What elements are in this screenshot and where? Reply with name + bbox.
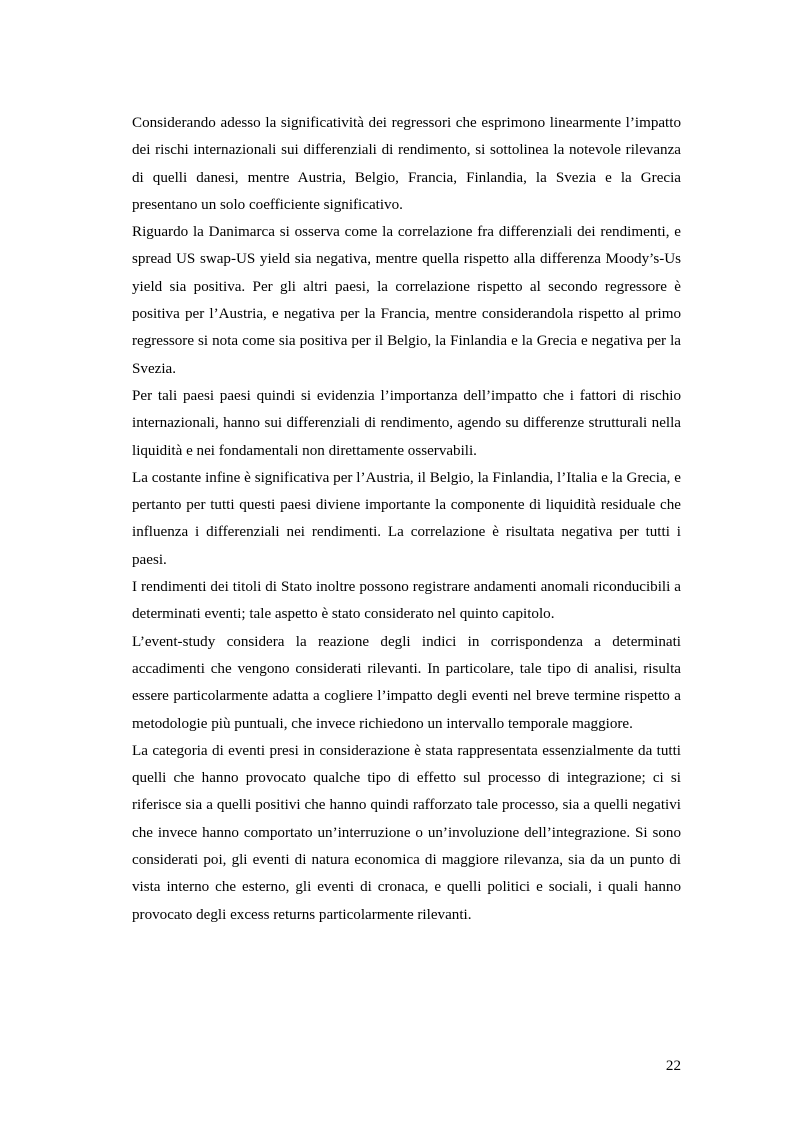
page-number: 22 [665, 1058, 681, 1074]
paragraph-danimarca-correlazione: Riguardo la Danimarca si osserva come la correlazione fra differenziali dei rendimenti, e spread US swap-US yield sia negativa, mentre quella rispetto alla differenza Moody’s-Us yield sia positiva. Per gli altri paesi, la correlazione rispetto al secondo regressore è positiva per l’Austria, e negativa per la Francia, mentre considerandola rispetto al primo regressore si nota come sia positiva per il Belgio, la Finlandia e la Grecia e negativa per la Svezia. [132, 224, 681, 377]
body-text [132, 110, 681, 929]
paragraph-categoria-eventi: La categoria di eventi presi in considerazione è stata rappresentata essenzialmente da tutti quelli che hanno provocato qualche tipo di effetto sul processo di integrazione; ci si riferisce sia a quelli positivi che hanno quindi rafforzato tale processo, sia a quelli negativi che invece hanno comportato un’interruzione o un’involuzione dell’integrazione. Si sono considerati poi, gli eventi di natura economica di maggiore rilevanza, sia da un punto di vista interno che esterno, gli eventi di cronaca, e quelli politici e sociali, i quali hanno provocato degli excess returns particolarmente rilevanti. [132, 742, 681, 923]
paragraph-rischio-internazionale: Per tali paesi paesi quindi si evidenzia l’importanza dell’impatto che i fattori di rischio internazionali, hanno sui differenziali di rendimento, agendo su differenze strutturali nella liquidità e nei fondamentali non direttamente osservabili. [132, 387, 681, 459]
paragraph-costante-liquidita: La costante infine è significativa per l’Austria, il Belgio, la Finlandia, l’Italia e la Grecia, e pertanto per tutti questi paesi diviene importante la componente di liquidità residuale che influenza i differenziali nei rendimenti. La correlazione è risultata negativa per tutti i paesi. [132, 469, 681, 568]
paragraph-rendimenti-anomali: I rendimenti dei titoli di Stato inoltre possono registrare andamenti anomali riconducibili a determinati eventi; tale aspetto è stato considerato nel quinto capitolo. [132, 579, 681, 623]
paragraph-event-study: L’event-study considera la reazione degli indici in corrispondenza a determinati accadimenti che vengono considerati rilevanti. In particolare, tale tipo di analisi, risulta essere particolarmente adatta a cogliere l’impatto degli eventi nel breve termine rispetto a metodologie più puntuali, che invece richiedono un intervallo temporale maggiore. [132, 633, 681, 732]
paragraph-regressori-significativita: Considerando adesso la significatività dei regressori che esprimono linearmente l’impatto dei rischi internazionali sui differenziali di rendimento, si sottolinea la notevole rilevanza di quelli danesi, mentre Austria, Belgio, Francia, Finlandia, la Svezia e la Grecia presentano un solo coefficiente significativo. [132, 115, 681, 213]
